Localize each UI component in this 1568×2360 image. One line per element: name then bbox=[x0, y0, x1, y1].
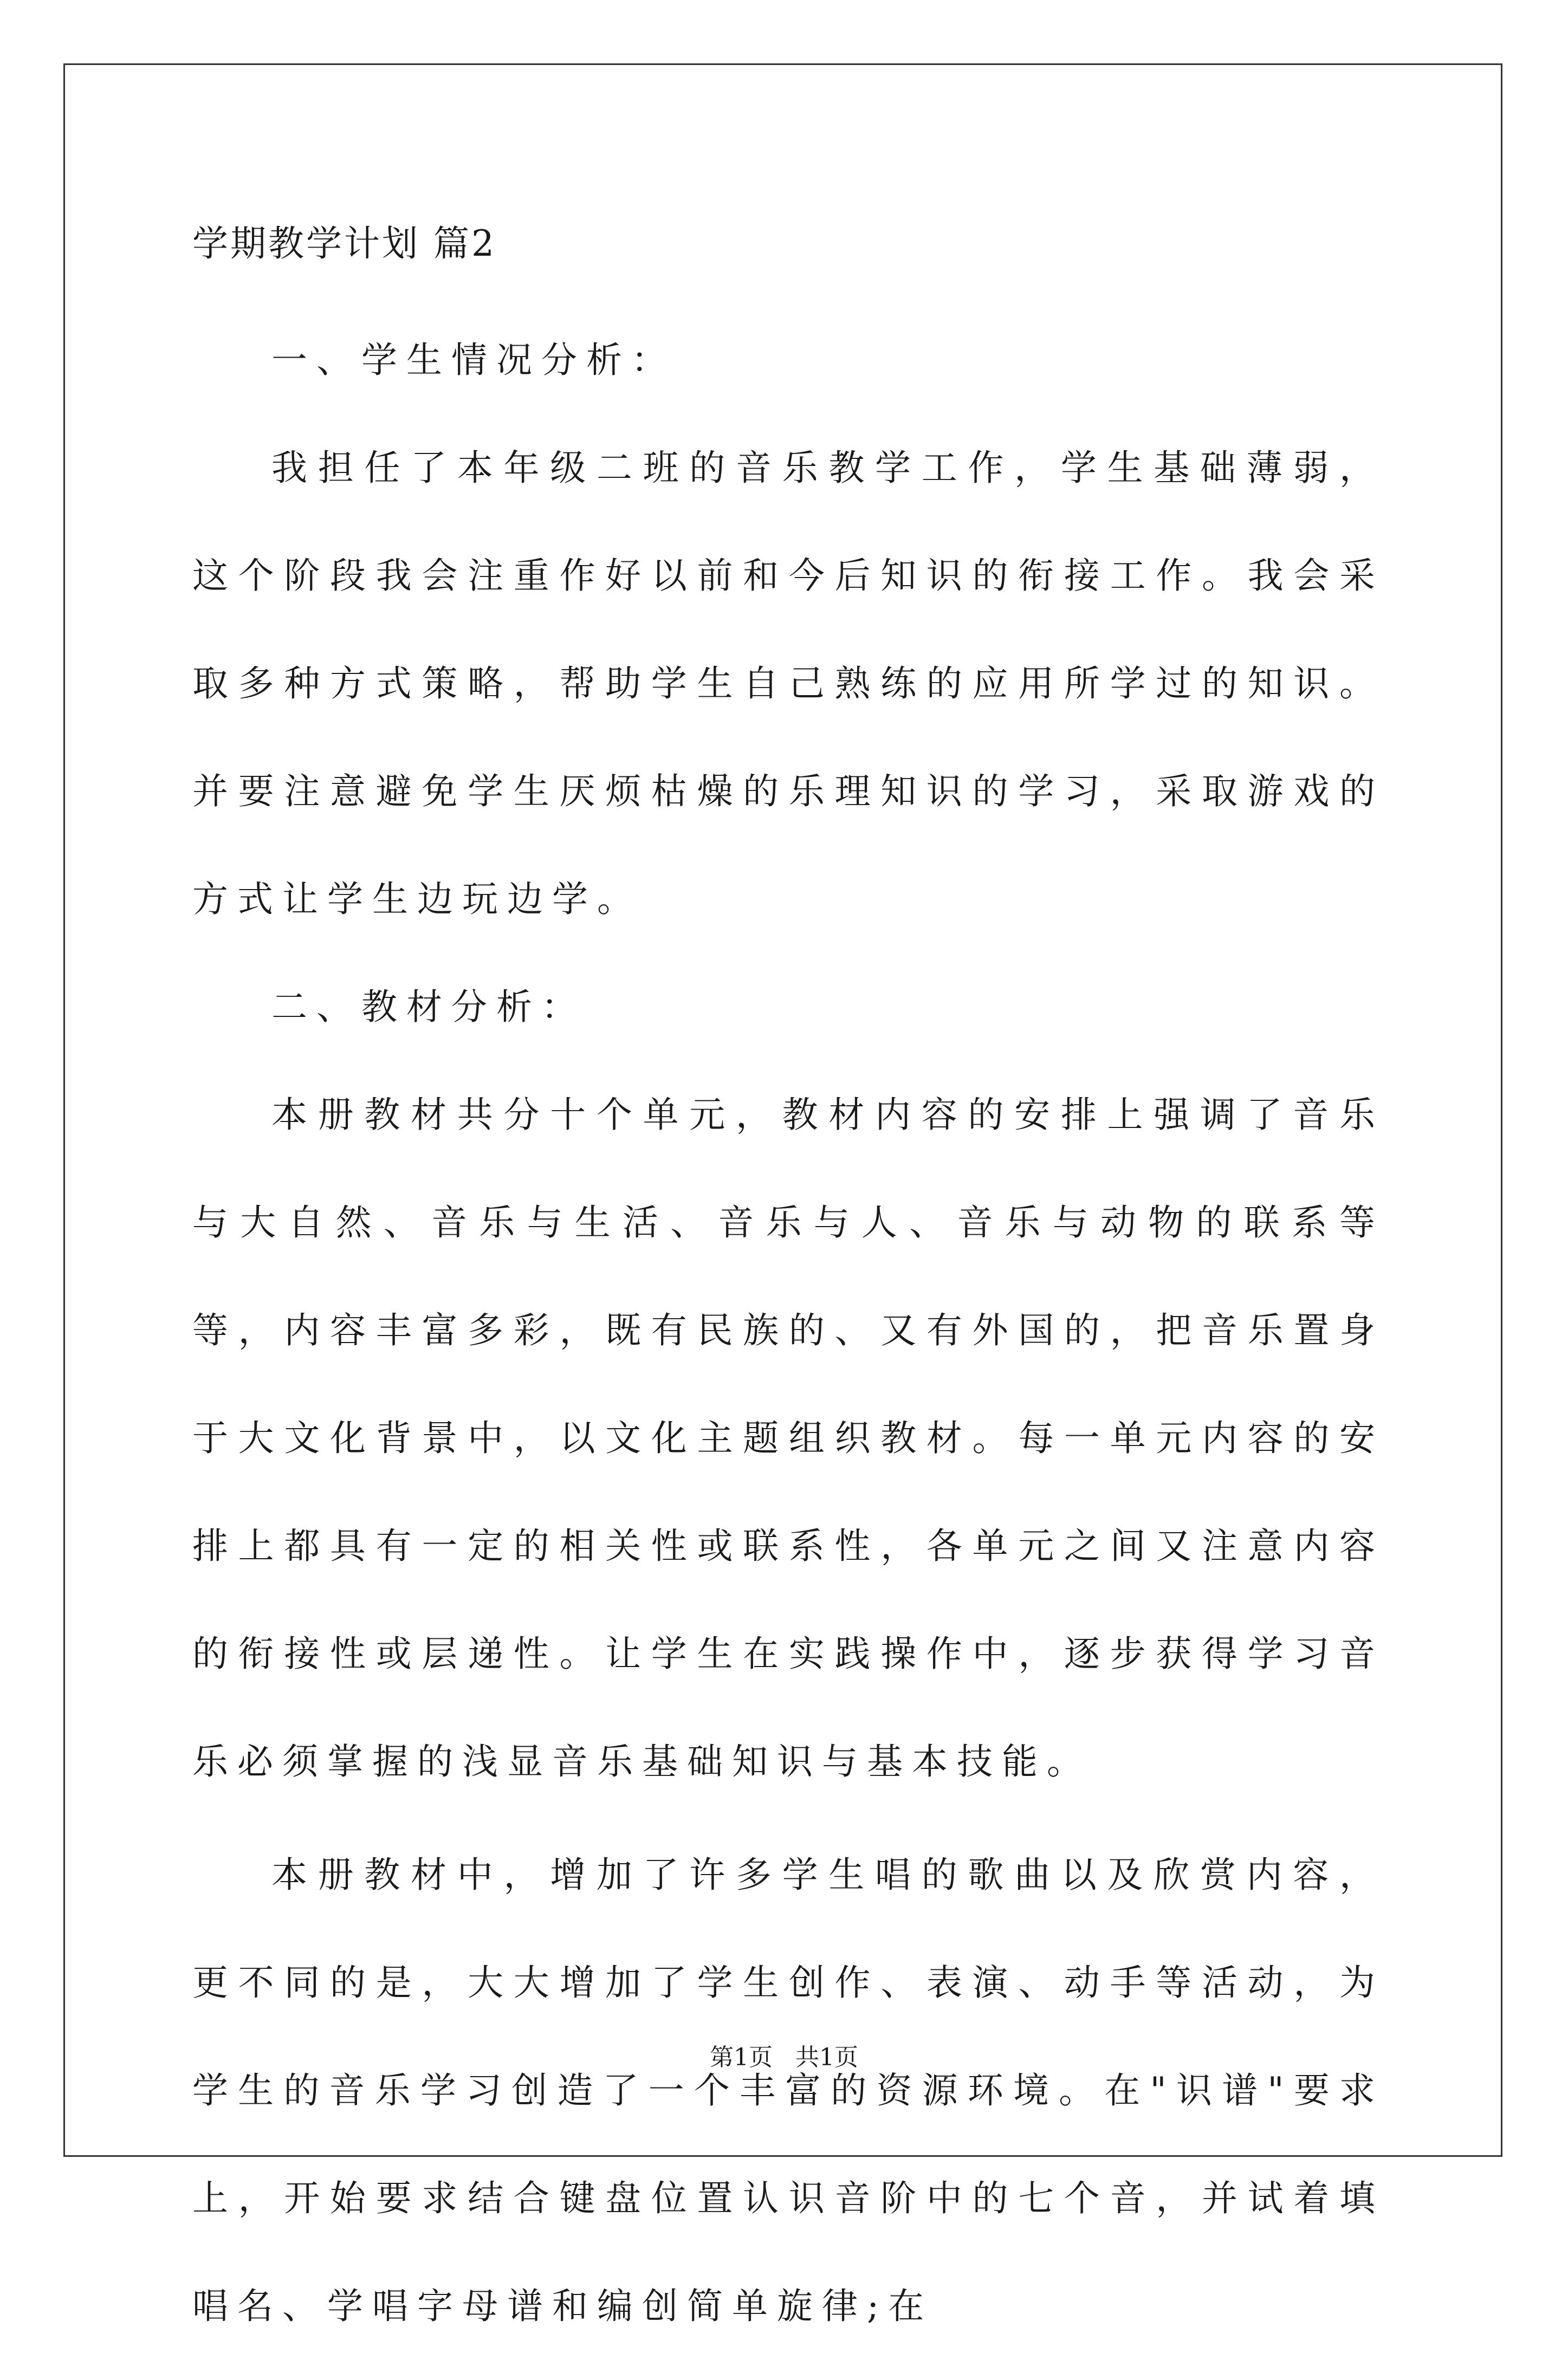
document-body bbox=[192, 214, 1384, 2360]
page-footer: 第1页 共1页 bbox=[710, 2044, 858, 2071]
paragraph-textbook-units: 本册教材共分十个单元，教材内容的安排上强调了音乐与大自然、音乐与生活、音乐与人、音乐与动物的联系等等，内容丰富多彩，既有民族的、又有外国的，把音乐置身于大文化背景中，以文化主题组织教材。每一单元内容的安排上都具有一定的相关性或联系性，各单元之间又注意内容的衔接性或层递性。让学生在实践操作中，逐步获得学习音乐必须掌握的浅显音乐基础知识与基本技能。 bbox=[192, 1094, 1384, 1782]
document-title: 学期教学计划 篇2 bbox=[192, 223, 496, 264]
section-heading-textbook-analysis: 二、教材分析： bbox=[271, 986, 586, 1028]
paragraph-textbook-content: 本册教材中，增加了许多学生唱的歌曲以及欣赏内容，更不同的是，大大增加了学生创作、表演、动手等活动，为学生的音乐学习创造了一个丰富的资源环境。在"识谱"要求上，开始要求结合键盘位置认识音阶中的七个音，并试着填唱名、学唱字母谱和编创简单旋律;在 bbox=[192, 1854, 1384, 2327]
section-heading-student-analysis: 一、学生情况分析： bbox=[271, 339, 676, 381]
paragraph-student-analysis: 我担任了本年级二班的音乐教学工作，学生基础薄弱，这个阶段我会注重作好以前和今后知识的衔接工作。我会采取多种方式策略，帮助学生自己熟练的应用所学过的知识。并要注意避免学生厌烦枯燥的乐理知识的学习，采取游戏的方式让学生边玩边学。 bbox=[192, 447, 1384, 920]
